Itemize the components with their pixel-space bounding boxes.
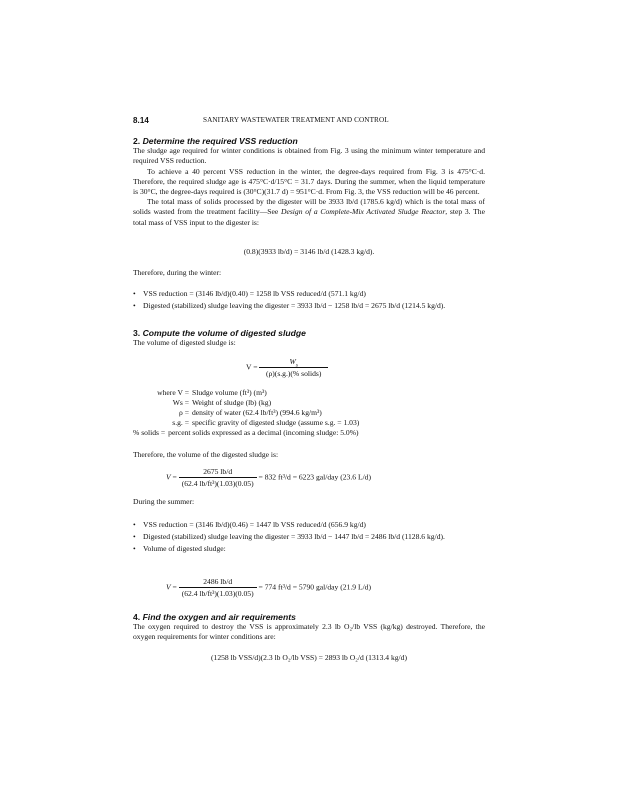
equation-winter-volume: V = $\frac{2675 lb/d}{\text{(62.4 lb/ft³)(1.03)(0.05)}}$ = 832 ft³/d = 6223 gal/day (23.6 L/d)	[166, 467, 372, 488]
list-item: • Digested (stabilized) sludge leaving the digester = 3933 lb/d − 1258 lb/d = 2675 lb/d (1214.5 kg/d).	[133, 301, 446, 311]
equation-oxygen: (1258 lb VSS/d)(2.3 lb O₂/lb VSS) = 2893 lb O₂/d (1313.4 kg/d)	[211, 653, 407, 662]
list-item: • Digested (stabilized) sludge leaving the digester = 3933 lb/d − 1447 lb/d = 2486 lb/d (1128.6 kg/d).	[133, 532, 445, 542]
definition-row: where V = Sludge volume (ft³) (m³)	[157, 388, 267, 397]
paragraph: The oxygen required to destroy the VSS is approximately 2.3 lb O₂/lb VSS (kg/kg) destroyed. Therefore, the oxygen requirements for winter conditions are:	[133, 622, 485, 642]
section-4	[133, 612, 485, 643]
paragraph: To achieve a 40 percent VSS reduction in the winter, the degree-days required from Fig. 3 is 475°C·d. Therefore, the required sludge age is 475°C·d/15°C = 31.7 days. During the summer, when the liquid temperature is 30°C, the degree-days required is (30°C)(31.7 d) = 951°C·d. From Fig. 3, the VSS reduction will be 46 percent.	[133, 166, 485, 197]
equation-vss-input: (0.8)(3933 lb/d) = 3146 lb/d (1428.3 kg/d).	[243, 247, 375, 256]
paragraph: The sludge age required for winter conditions is obtained from Fig. 3 using the minimum winter temperature and required VSS reduction.	[133, 146, 485, 166]
running-title: SANITARY WASTEWATER TREATMENT AND CONTROL	[203, 116, 389, 124]
section-4-heading: 4. Find the oxygen and air requirements	[133, 612, 296, 622]
section-2	[133, 136, 485, 228]
list-item: • VSS reduction = (3146 lb/d)(0.46) = 1447 lb VSS reduced/d (656.9 kg/d)	[133, 520, 366, 529]
definition-row: s.g. = specific gravity of digested sludge (assume s.g. = 1.03)	[172, 418, 360, 427]
equation-summer-volume: V = $\frac{2486 lb/d}{\text{(62.4 lb/ft³)(1.03)(0.05)}}$ = 774 ft³/d = 5790 gal/day (21.9 L/d)	[166, 577, 372, 598]
paragraph: Therefore, during the winter:	[133, 268, 222, 277]
summer-bullets	[133, 520, 485, 555]
definition-row: ρ = density of water (62.4 lb/ft³) (994.6 kg/m³)	[179, 408, 322, 417]
paragraph: During the summer:	[133, 497, 195, 506]
paragraph: The volume of digested sludge is:	[133, 338, 236, 348]
page-number: 8.14	[133, 116, 149, 125]
definition-row: % solids = percent solids expressed as a decimal (incoming sludge: 5.0%)	[133, 428, 359, 437]
paragraph: Therefore, the volume of the digested sludge is:	[133, 450, 279, 459]
running-header	[133, 116, 493, 125]
section-3	[133, 328, 485, 348]
list-item: • Volume of digested sludge:	[133, 544, 226, 554]
volume-formula: V = $\frac{W_s}{\text{(ρ)(s.g.)(\% solids)}}$	[246, 357, 328, 378]
section-2-heading: 2. Determine the required VSS reduction	[133, 136, 298, 146]
paragraph: The total mass of solids processed by the digester will be 3933 lb/d (1785.6 kg/d) which is the total mass of solids wasted from the treatment facility—See Design of a Complete-Mix Activated Sludge Reactor, step 3. The total mass of VSS input to the digester is:	[133, 197, 485, 227]
winter-bullets	[133, 289, 485, 311]
definition-row: Ws = Weight of sludge (lb) (kg)	[172, 398, 272, 407]
list-item: • VSS reduction = (3146 lb/d)(0.40) = 1258 lb VSS reduced/d (571.1 kg/d)	[133, 289, 366, 298]
variable-definitions	[133, 388, 359, 438]
section-3-heading: 3. Compute the volume of digested sludge	[133, 328, 306, 338]
